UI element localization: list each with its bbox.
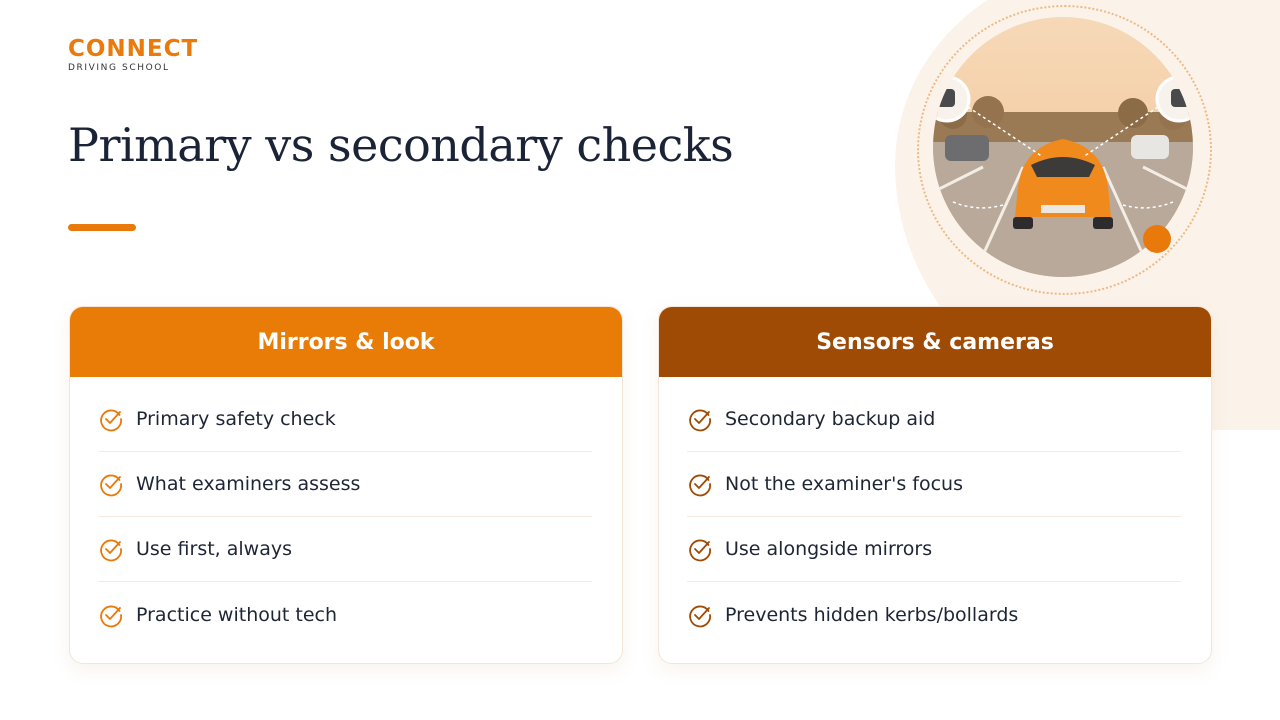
list-item-label: Use first, always (136, 538, 292, 560)
list-item (687, 517, 1181, 582)
brand-name: CONNECT (68, 36, 199, 62)
list-item-label: Not the examiner's focus (725, 473, 963, 495)
list-item-label: Secondary backup aid (725, 408, 936, 430)
list-item (98, 517, 592, 582)
title-underline (68, 224, 136, 231)
list-item (687, 387, 1181, 452)
check-circle-icon (687, 471, 713, 497)
check-circle-icon (687, 602, 713, 628)
check-circle-icon (98, 602, 124, 628)
list-item-label: What examiners assess (136, 473, 361, 495)
photo-accent-dot (1143, 225, 1171, 253)
list-item (98, 582, 592, 647)
list-item-label: Primary safety check (136, 408, 336, 430)
list-item (98, 387, 592, 452)
card-list (659, 377, 1211, 647)
list-item (98, 452, 592, 517)
list-item-label: Use alongside mirrors (725, 538, 933, 560)
list-item-label: Practice without tech (136, 603, 338, 626)
card-sensors-cameras (658, 306, 1212, 664)
check-circle-icon (687, 406, 713, 432)
check-circle-icon (98, 406, 124, 432)
check-circle-icon (98, 471, 124, 497)
check-circle-icon (687, 536, 713, 562)
list-item (687, 582, 1181, 647)
list-item-label: Prevents hidden kerbs/bollards (725, 603, 1019, 626)
card-heading: Sensors & cameras (659, 307, 1211, 377)
check-circle-icon (98, 536, 124, 562)
card-mirrors-look (69, 306, 623, 664)
brand-logo (68, 36, 228, 74)
card-heading: Mirrors & look (70, 307, 622, 377)
card-list (70, 377, 622, 647)
list-item (687, 452, 1181, 517)
brand-tagline: DRIVING SCHOOL (68, 63, 170, 73)
slide-title: Primary vs secondary checks (68, 118, 734, 172)
